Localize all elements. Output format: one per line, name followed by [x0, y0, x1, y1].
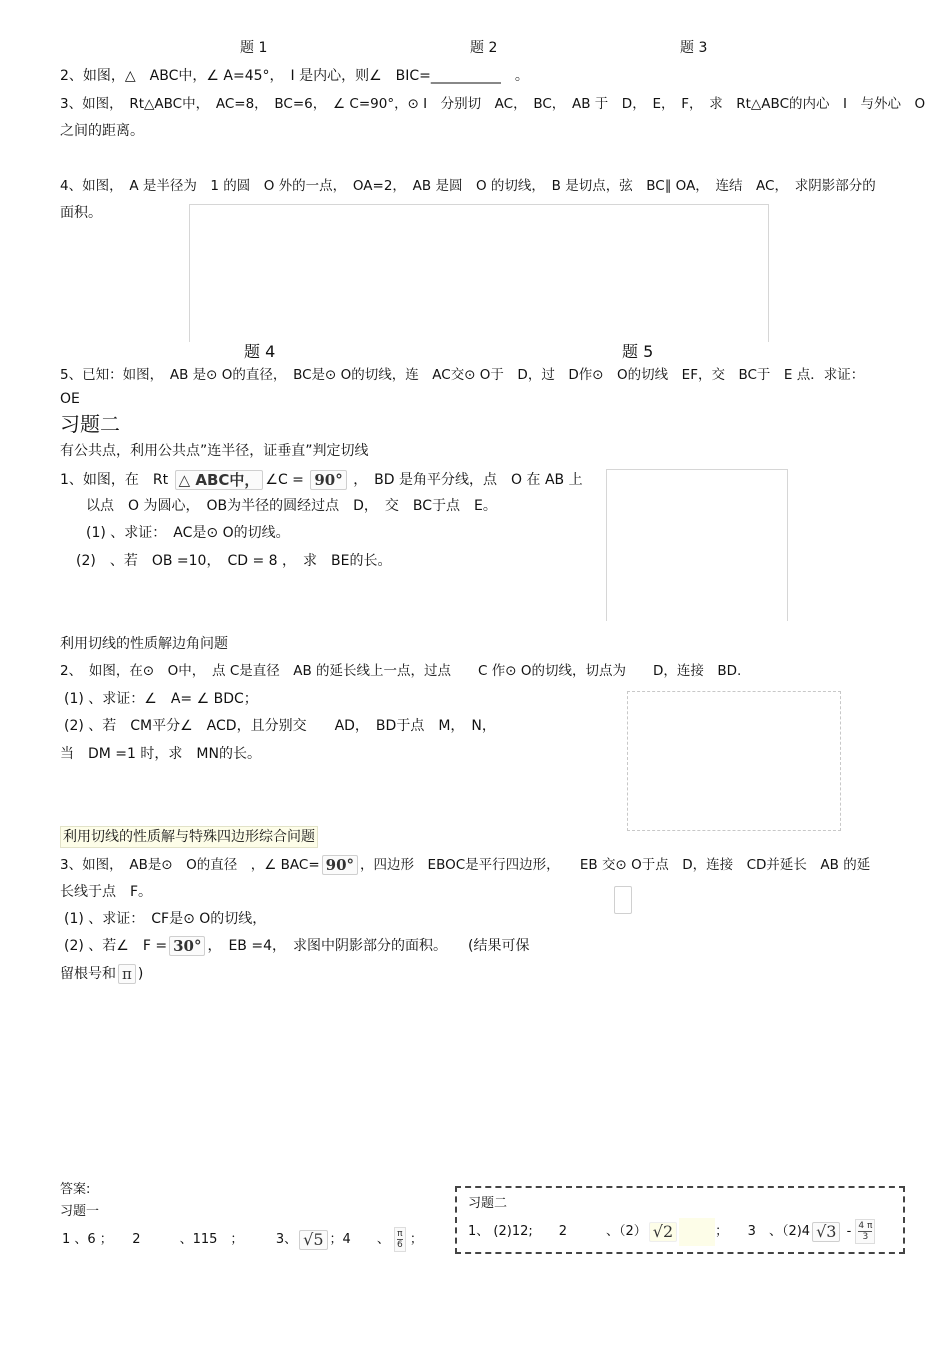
- q3-l4-prefix: (2) 、若∠ F =: [64, 938, 168, 954]
- answers-set1-part-c: ；: [409, 1232, 423, 1247]
- figure-label-3: 题 3: [680, 40, 708, 56]
- q3-l4-suffix: ， EB =4， 求图中阴影部分的面积。 (结果可保: [207, 938, 530, 954]
- pi-over-6-fraction: [394, 1227, 406, 1252]
- answers-set2-part-a: 1、 (2)12; 2 、（2）: [468, 1224, 647, 1239]
- answers-set2-part-c: -: [842, 1224, 852, 1239]
- q1-suffix: ， BD 是角平分线，点 O 在 AB 上: [353, 472, 583, 488]
- answers-set2-title: 习题二: [468, 1196, 508, 1211]
- set2-question-1-line1: [60, 468, 583, 492]
- figure-label-5: 题 5: [622, 342, 654, 361]
- set1-question-4-line2: 面积。: [60, 205, 102, 221]
- set1-question-2: 2、如图，△ ABC中，∠ A=45°， I 是内心，则∠ BIC=__________ 。: [60, 68, 529, 84]
- q3-l5-suffix: ): [137, 966, 144, 982]
- q1-degree-formula: 90°: [310, 470, 346, 490]
- set2-question-2-line1: 2、 如图，在⊙ O中， 点 C是直径 AB 的延长线上一点，过点 C 作⊙ O的切线，切点为 D，连接 BD.: [60, 663, 742, 679]
- set2-section-2: 利用切线的性质解边角问题: [60, 636, 228, 652]
- set2-question-3-line5: [60, 962, 143, 986]
- answers-set1-title: 习题一: [60, 1204, 100, 1219]
- set2-question-1-line3: (1) 、求证： AC是⊙ O的切线。: [86, 525, 290, 541]
- set2-question-2-line4: 当 DM =1 时，求 MN的长。: [60, 746, 261, 762]
- set1-question-3-line2: 之间的距离。: [60, 123, 144, 139]
- fraction-numerator: π: [397, 1229, 403, 1239]
- set2-question-1-line4: (2) 、若 OB =10， CD = 8 ， 求 BE的长。: [76, 553, 392, 569]
- q1-prefix: 1、如图，在 Rt: [60, 472, 169, 488]
- 4pi-over-3-fraction: [855, 1219, 875, 1244]
- set2-section-1: 有公共点，利用公共点”连半径，证垂直”判定切线: [60, 443, 369, 459]
- set2-question-1-line2: 以点 O 为圆心， OB为半径的圆经过点 D， 交 BC于点 E。: [86, 498, 497, 514]
- fraction-denominator: 6: [396, 1240, 403, 1250]
- figure-frame-4-5: [189, 204, 769, 342]
- q3-l5-prefix: 留根号和: [60, 966, 116, 982]
- answers-set1-part-b: ；4 、: [329, 1232, 390, 1247]
- set2-question-2-line3: (2) 、若 CM平分∠ ACD，且分别交 AD， BD于点 M， N，: [64, 718, 496, 734]
- set1-question-5-line1: 5、已知：如图， AB 是⊙ O的直径， BC是⊙ O的切线，连 AC交⊙ O于 D，过 D作⊙ O的切线 EF，交 BC于 E 点．求证：: [60, 367, 865, 383]
- set2-question-3-line2: 长线于点 F。: [60, 884, 153, 900]
- figure-label-2: 题 2: [470, 40, 498, 56]
- q1-triangle-formula: △ ABC中，: [175, 470, 264, 490]
- q1-angle-label: ∠C =: [265, 472, 304, 488]
- set2-question-3-line1: [60, 853, 870, 877]
- set2-question-3-line3: (1) 、求证： CF是⊙ O的切线，: [64, 911, 267, 927]
- figure-frame-q1: [606, 469, 788, 621]
- set2-question-2-line2: (1) 、求证：∠ A= ∠ BDC；: [64, 691, 258, 707]
- answers-set1-part-a: 1 、6 ； 2 、115 ； 3、: [62, 1232, 298, 1247]
- small-figure-placeholder: [614, 886, 632, 914]
- sqrt3-formula: √3: [812, 1222, 840, 1242]
- figure-label-4: 题 4: [244, 342, 276, 361]
- figure-frame-q2: [627, 691, 841, 831]
- set2-question-3-line4: [64, 934, 529, 958]
- q3-suffix: ，四边形 EBOC是平行四边形， EB 交⊙ O于点 D，连接 CD并延长 AB 的延: [360, 857, 871, 873]
- set2-title: 习题二: [60, 412, 120, 436]
- q3-degree-formula: 90°: [322, 855, 358, 875]
- figure-label-1: 题 1: [240, 40, 268, 56]
- set1-question-3-line1: 3、如图， Rt△ABC中， AC=8， BC=6， ∠ C=90°，⊙ I 分别切 AC， BC， AB 于 D， E， F， 求 Rt△ABC的内心 I 与外心 O: [60, 96, 926, 112]
- answers-set2-part-b: ； 3 、（2)4: [715, 1224, 811, 1239]
- answers-set1-line: [62, 1226, 423, 1254]
- answers-set2-line: [468, 1218, 875, 1246]
- q3-l4-degree-formula: 30°: [169, 936, 205, 956]
- set1-question-5-line2: OE: [60, 391, 80, 407]
- sqrt2-formula: √2: [649, 1222, 677, 1242]
- set1-question-4-line1: 4、如图， A 是半径为 1 的圆 O 外的一点， OA=2， AB 是圆 O 的切线， B 是切点，弦 BC∥ OA， 连结 AC， 求阴影部分的: [60, 178, 876, 194]
- pi-formula: π: [118, 964, 136, 984]
- fraction-numerator: 4 π: [858, 1221, 873, 1231]
- q3-prefix: 3、如图， AB是⊙ O的直径 ，∠ BAC=: [60, 857, 320, 873]
- set2-section-3: 利用切线的性质解与特殊四边形综合问题: [60, 826, 318, 848]
- fraction-denominator: 3: [858, 1231, 872, 1242]
- answers-label: 答案:: [60, 1182, 91, 1197]
- sqrt5-formula: √5: [299, 1230, 327, 1250]
